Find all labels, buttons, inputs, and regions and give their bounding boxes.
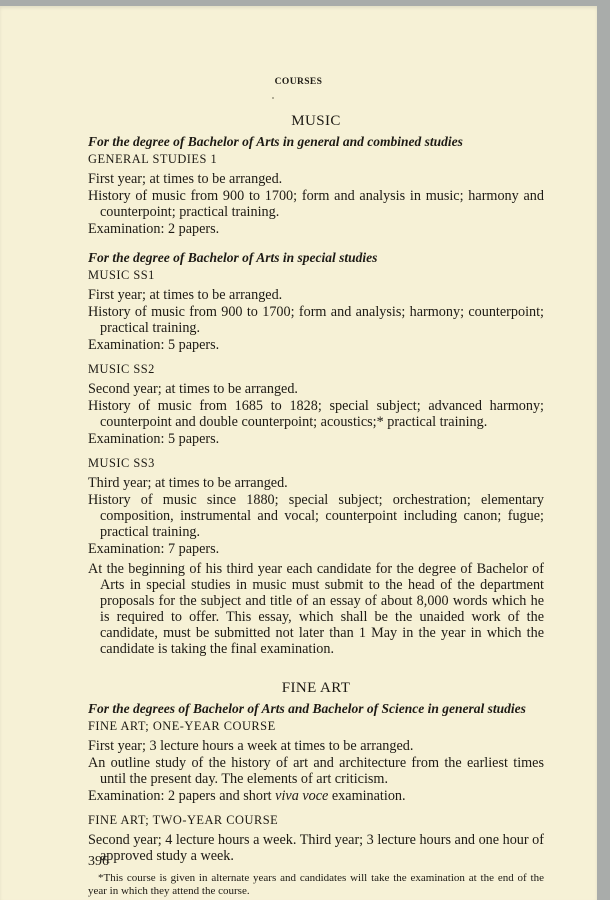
course-fine-art-one-year: [88, 718, 544, 804]
course-schedule: Second year; at times to be arranged.: [88, 381, 298, 397]
course-schedule: First year; at times to be arranged.: [88, 171, 283, 187]
course-content: History of music from 900 to 1700; form and analysis in music; harmony and counterpoint; practical training.: [88, 188, 544, 220]
course-heading: MUSIC SS1: [88, 268, 155, 282]
course-exam: Examination: 2 papers.: [88, 221, 220, 237]
page-number: 396: [88, 854, 109, 869]
section-title-music: MUSIC: [291, 113, 341, 129]
course-heading: FINE ART; TWO-YEAR COURSE: [88, 813, 279, 827]
course-exam: Examination: 5 papers.: [88, 337, 220, 353]
course-content: History of music from 1685 to 1828; special subject; advanced harmony; counterpoint and double counterpoint; acoustics;* practical training.: [88, 398, 544, 430]
course-exam: Examination: 5 papers.: [88, 431, 220, 447]
course-music-ss1: [88, 267, 544, 353]
footnote: *This course is given in alternate years and candidates will take the examination at the end of the year in which they attend the course.: [88, 872, 544, 897]
course-general-studies-1: [88, 151, 544, 237]
course-schedule: Second year; 4 lecture hours a week. Third year; 3 lecture hours and one hour of approved study a week.: [88, 832, 544, 864]
course-heading: FINE ART; ONE-YEAR COURSE: [88, 719, 276, 733]
page-content: [88, 112, 544, 898]
course-music-ss2: [88, 361, 544, 447]
exam-viva-voce: viva voce: [275, 788, 329, 804]
course-content: History of music from 900 to 1700; form and analysis; harmony; counterpoint; practical training.: [88, 304, 544, 336]
exam-suffix: examination.: [328, 788, 406, 804]
running-head: COURSES: [274, 77, 323, 87]
essay-requirement-note: At the beginning of his third year each candidate for the degree of Bachelor of Arts in special studies in music must submit to the head of the department proposals for the subject and title of an essay of about 8,000 words which he is required to offer. This essay, which shall be the unaided work of the candidate, must be submitted not later than 1 May in the year in which the candidate is taking the final examination.: [88, 561, 544, 657]
course-exam: [88, 788, 544, 804]
course-exam: Examination: 7 papers.: [88, 541, 220, 557]
course-schedule: First year; 3 lecture hours a week at times to be arranged.: [88, 738, 414, 754]
degree-special: For the degree of Bachelor of Arts in special studies: [88, 250, 378, 265]
course-schedule: First year; at times to be arranged.: [88, 287, 283, 303]
course-content: History of music since 1880; special subject; orchestration; elementary composition, instrumental and vocal; counterpoint including canon; fugue; practical training.: [88, 492, 544, 540]
section-title-fine-art: FINE ART: [281, 680, 351, 696]
course-heading: MUSIC SS2: [88, 362, 155, 376]
fine-art-section: [88, 679, 544, 864]
course-schedule: Third year; at times to be arranged.: [88, 475, 288, 491]
exam-prefix: Examination: 2 papers and short: [88, 788, 276, 804]
degree-ba-bsc-general: For the degrees of Bachelor of Arts and Bachelor of Science in general studies: [88, 701, 526, 716]
course-heading: GENERAL STUDIES 1: [88, 152, 218, 166]
music-section: [88, 112, 544, 657]
course-heading: MUSIC SS3: [88, 456, 155, 470]
course-fine-art-two-year: [88, 812, 544, 864]
course-content: An outline study of the history of art and architecture from the earliest times until the present day. The elements of art criticism.: [88, 755, 544, 787]
document-page: [0, 6, 597, 900]
degree-general-combined: For the degree of Bachelor of Arts in general and combined studies: [88, 134, 463, 149]
paper-speck: [272, 97, 274, 99]
course-music-ss3: [88, 455, 544, 657]
